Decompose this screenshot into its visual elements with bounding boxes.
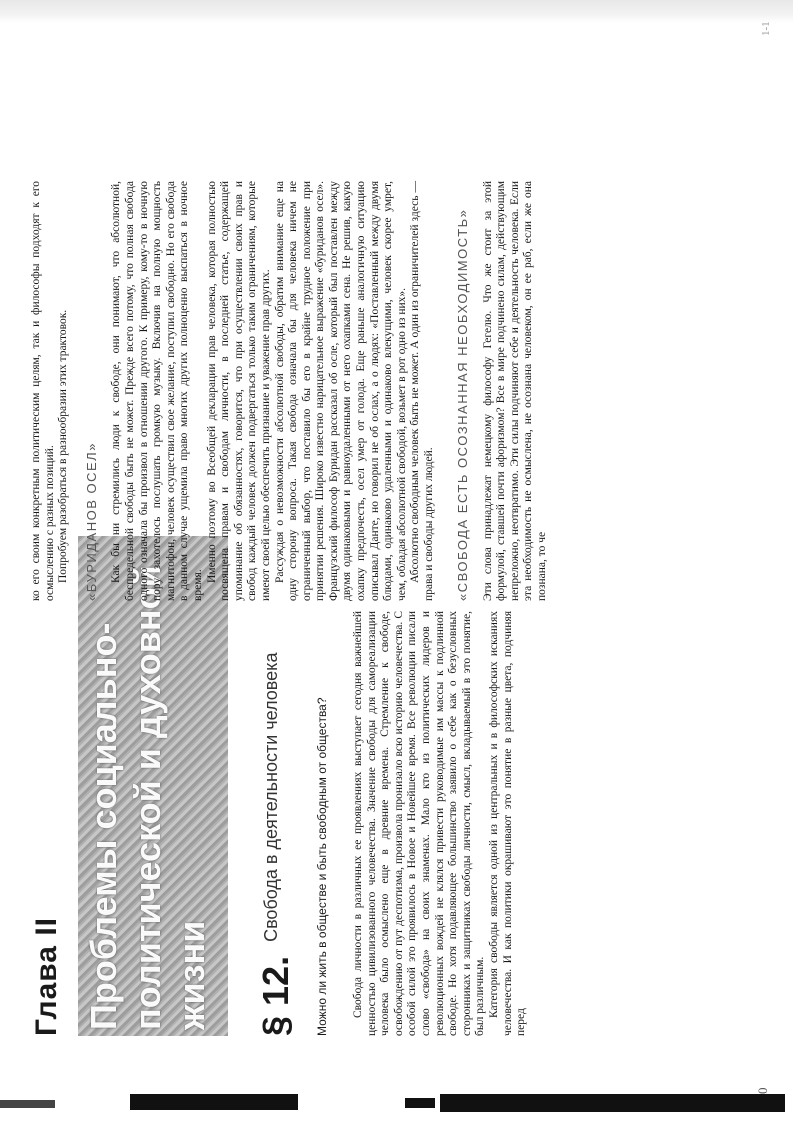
chapter-title: Проблемы социально-политической и духовной жизни (83, 565, 212, 1030)
body-paragraph: Абсолютно свободным человек быть не может. А один из ограничителей здесь — права и свободы других людей. (409, 181, 436, 601)
subheading-necessity: «СВОБОДА ЕСТЬ ОСОЗНАННАЯ НЕОБХОДИМОСТЬ» (454, 208, 470, 601)
scan-edge (0, 0, 793, 23)
body-paragraph: Свобода личности в различных ее проявлениях выступает сегодня важнейшей ценностью цивилизованного человечества. Значение свободы для самореализации человека было осмыслено еще в древние времена. Стремление к свободе, освобождению от пут деспотизма, произвола пронизало всю историю человечества. С особой силой это проявилось в Новое и Новейшее время. Все революции писали слово «свобода» на своих знаменах. Мало кто из политических лидеров и революционных вождей не клялся привести руководимые им массы к подлинной свободе. Но хотя подавляющее большинство заявило о себе как о безусловных сторонниках и защитниках свободы личности, смысл, вкладываемый в это понятие, был различным. (352, 611, 487, 1036)
body-paragraph: Рассуждая о невозможности абсолютной свободы, обратим внимание еще на одну сторону вопроса. Такая свобода означала бы для человека ничем не ограниченный выбор, что поставило бы его в крайне трудное положение при принятии решения. Широко известно нарицательное выражение «буриданов осел». Французский философ Буридан рассказал об осле, который был поставлен между двумя одинаковыми и равноудаленными от него охапками сена. Не решив, какую охапку предпочесть, осел умер от голода. Еще раньше аналогичную ситуацию описывал Данте, но говорил не об ослах, а о людях: «Поставленный между двумя блюдами, одинаково удаленными и одинаково влекущими, человек скорее умрет, чем, обладая абсолютной свободой, возьмет в рот одно из них». (273, 181, 408, 601)
body-paragraph: Именно поэтому во Всеобщей декларации прав человека, которая полностью посвящена правам и свободам личности, в последней статье, содержащей упоминание об обязанностях, говорится, что при осуществлении своих прав и свобод каждый человек должен подвергаться только таким ограничениям, которые имеют своей целью обеспечить признание и уважение прав других. (205, 181, 272, 601)
scan-artifact-bar (130, 1094, 298, 1110)
body-paragraph: Категория свободы является одной из центральных и в философских исканиях человечества. И как политики окрашивают это понятие в разные цвета, подчиняя перед (487, 611, 528, 1036)
chapter-label: Глава II (30, 917, 63, 1036)
body-paragraph: Эти слова принадлежат немецкому философу Гегелю. Что же стоит за этой формулой, ставшей почти афоризмом? Все в мире подчинено силам, действующим непреложно, неотвратимо. Эти силы подчиняют себе и деятельность человека. Если эта необходимость не осмыслена, не осознана человеком, он ее раб, если же она познана, то че (481, 181, 548, 601)
subheading-buridan: «БУРИДАНОВ ОСЕЛ» (83, 442, 99, 601)
left-body-text (352, 611, 529, 1036)
section-heading (255, 616, 297, 1036)
body-paragraph: Попробуем разобраться в разнообразии этих трактовок. (57, 309, 70, 583)
scan-artifact-bar (0, 1100, 55, 1108)
section-number: § 12. (255, 955, 296, 1036)
right-column (30, 181, 550, 601)
section-question: Можно ли жить в обществе и быть свободным от общества? (315, 697, 329, 1036)
body-paragraph: ко его своим конкретным политическим целям, так и философы подходят к его осмыслению с разных позиций. (30, 181, 56, 601)
corner-mark: 1-1 (760, 21, 772, 36)
scan-artifact-bar (440, 1094, 785, 1112)
body-paragraph: Как бы ни стремились люди к свободе, они понимают, что абсолютной, беспредельной свободы быть не может. Прежде всего потому, что полная свобода одного означала бы произвол в отношении другого. К примеру, кому-то в ночную пору захотелось послушать громкую музыку. Включив на полную мощность магнитофон, человек осуществил свое желание, поступил свободно. Но его свобода в данном случае ущемила право многих других полноценно выспаться в ночное время. (110, 181, 204, 601)
scan-artifact-bar (405, 1098, 435, 1108)
section-title: Свобода в деятельности человека (261, 652, 281, 942)
